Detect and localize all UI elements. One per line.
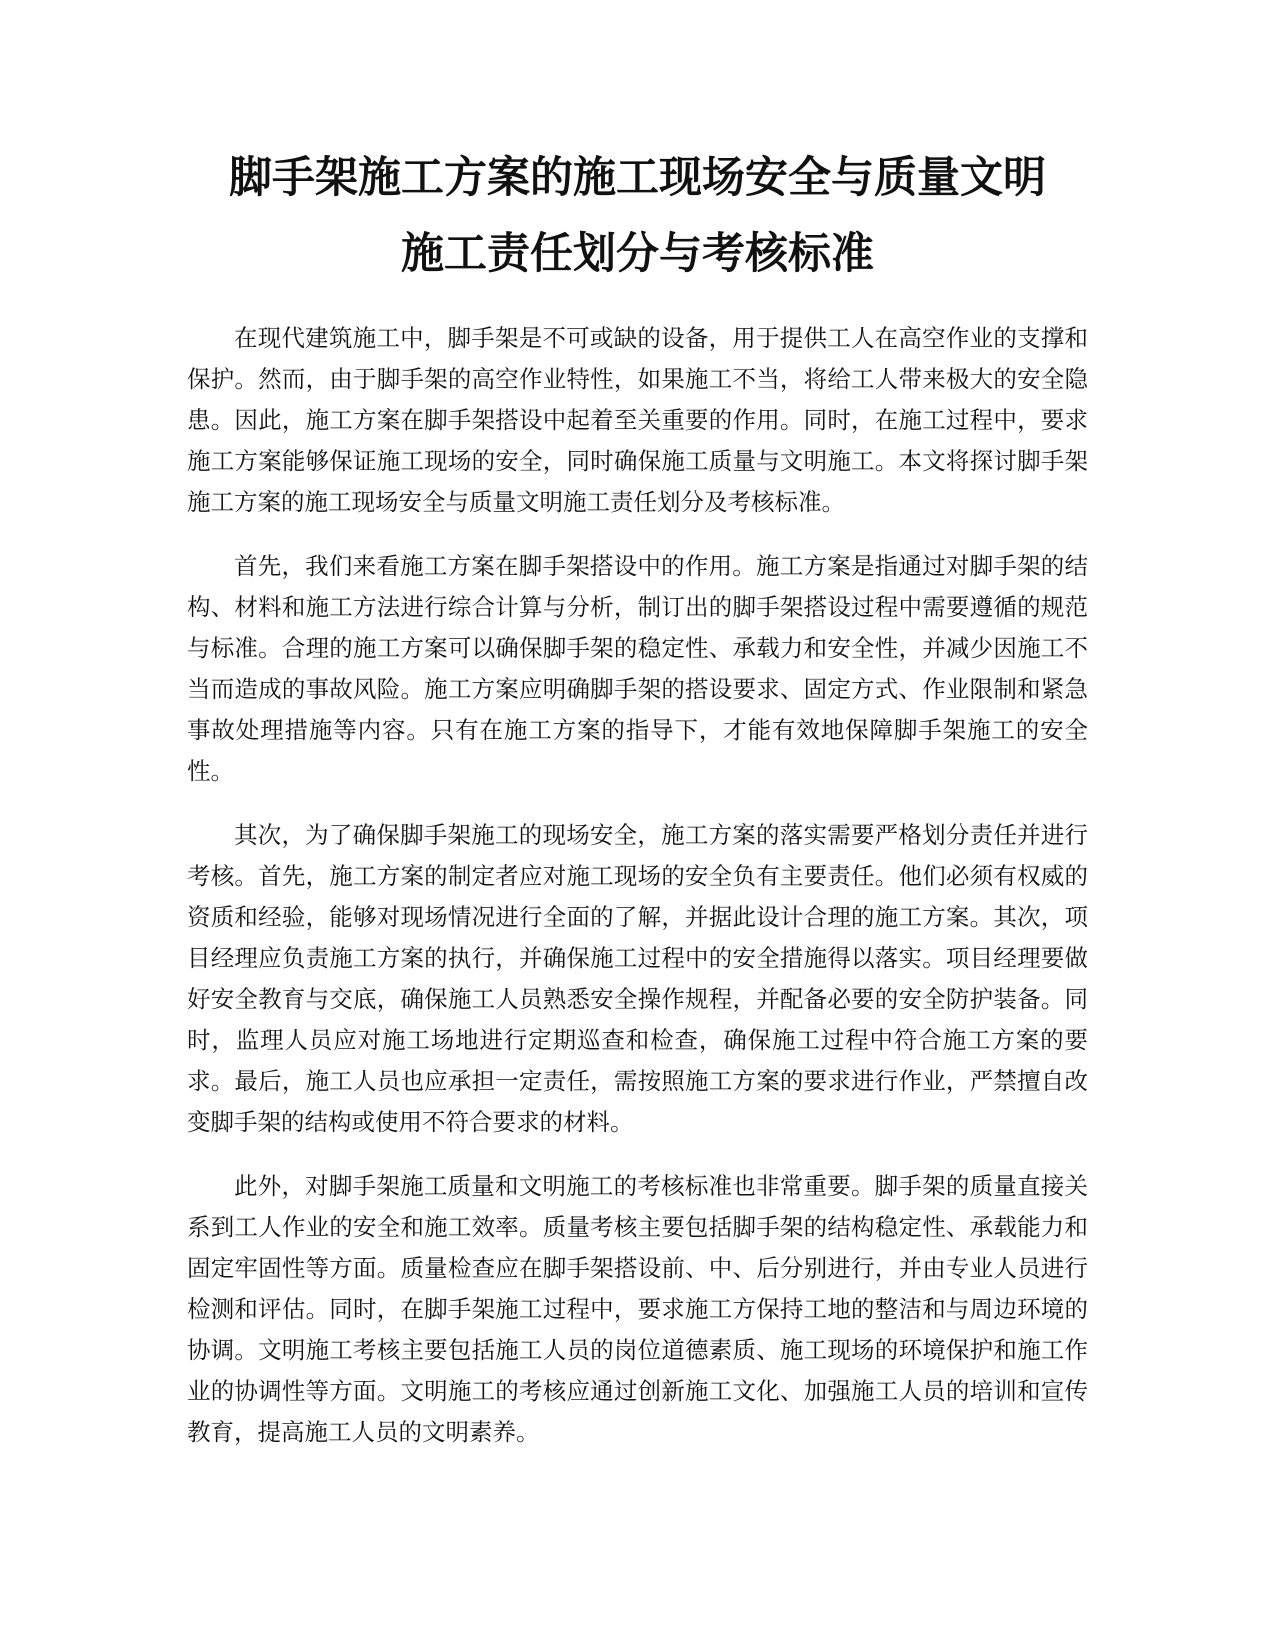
document-body <box>187 318 1088 1476</box>
paragraph-construction-plan-role: 首先，我们来看施工方案在脚手架搭设中的作用。施工方案是指通过对脚手架的结构、材料和施工方法进行综合计算与分析，制订出的脚手架搭设过程中需要遵循的规范与标准。合理的施工方案可以确保脚手架的稳定性、承载力和安全性，并减少因施工不当而造成的事故风险。施工方案应明确脚手架的搭设要求、固定方式、作业限制和紧急事故处理措施等内容。只有在施工方案的指导下，才能有效地保障脚手架施工的安全性。 <box>187 552 1088 785</box>
paragraph-intro: 在现代建筑施工中，脚手架是不可或缺的设备，用于提供工人在高空作业的支撑和保护。然而，由于脚手架的高空作业特性，如果施工不当，将给工人带来极大的安全隐患。因此，施工方案在脚手架搭设中起着至关重要的作用。同时，在施工过程中，要求施工方案能够保证施工现场的安全，同时确保施工质量与文明施工。本文将探讨脚手架施工方案的施工现场安全与质量文明施工责任划分及考核标准。 <box>187 324 1088 516</box>
paragraph-responsibility-division: 其次，为了确保脚手架施工的现场安全，施工方案的落实需要严格划分责任并进行考核。首先，施工方案的制定者应对施工现场的安全负有主要责任。他们必须有权威的资质和经验，能够对现场情况进行全面的了解，并据此设计合理的施工方案。其次，项目经理应负责施工方案的执行，并确保施工过程中的安全措施得以落实。项目经理要做好安全教育与交底，确保施工人员熟悉安全操作规程，并配备必要的安全防护装备。同时，监理人员应对施工场地进行定期巡查和检查，确保施工过程中符合施工方案的要求。最后，施工人员也应承担一定责任，需按照施工方案的要求进行作业，严禁擅自改变脚手架的结构或使用不符合要求的材料。 <box>187 821 1088 1136</box>
paragraph-assessment-standards: 此外，对脚手架施工质量和文明施工的考核标准也非常重要。脚手架的质量直接关系到工人作业的安全和施工效率。质量考核主要包括脚手架的结构稳定性、承载能力和固定牢固性等方面。质量检查应在脚手架搭设前、中、后分别进行，并由专业人员进行检测和评估。同时，在脚手架施工过程中，要求施工方保持工地的整洁和与周边环境的协调。文明施工考核主要包括施工人员的岗位道德素质、施工现场的环境保护和施工作业的协调性等方面。文明施工的考核应通过创新施工文化、加强施工人员的培训和宣传教育，提高施工人员的文明素养。 <box>187 1172 1088 1446</box>
title-line-2: 施工责任划分与考核标准 <box>401 229 874 279</box>
document-title <box>150 140 1125 292</box>
title-line-1: 脚手架施工方案的施工现场安全与质量文明 <box>229 153 1046 203</box>
